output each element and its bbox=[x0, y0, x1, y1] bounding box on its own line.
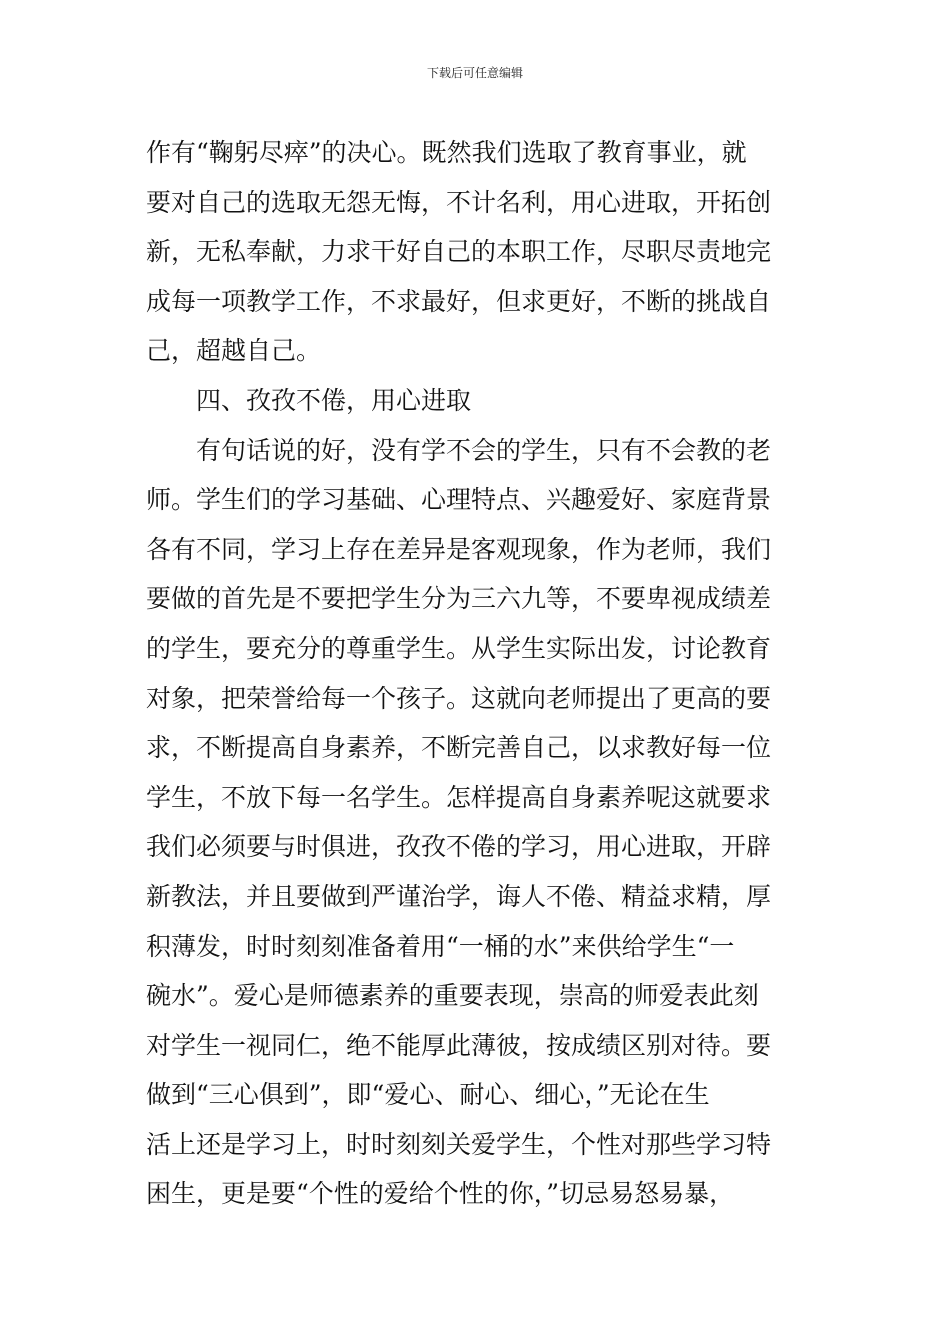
text-line: 作有“鞠躬尽瘁”的决心。既然我们选取了教育事业，就 bbox=[146, 138, 747, 167]
text-line: 困生，更是要“个性的爱给个性的你，”切忌易怒易暴， bbox=[146, 1179, 735, 1209]
text-line: 师。学生们的学习基础、心理特点、兴趣爱好、家庭背景 bbox=[146, 485, 772, 515]
text-line: 新教法，并且要做到严谨治学，诲人不倦、精益求精，厚 bbox=[146, 881, 772, 911]
text-line: 各有不同，学习上存在差异是客观现象，作为老师，我们 bbox=[146, 534, 772, 564]
text-line: 积薄发，时时刻刻准备着用“一桶的水”来供给学生“一 bbox=[146, 931, 735, 961]
section-heading: 四、孜孜不倦，用心进取 bbox=[196, 385, 472, 415]
text-line: 要做的首先是不要把学生分为三六九等，不要卑视成绩差 bbox=[146, 584, 772, 614]
text-line: 要对自己的选取无怨无悔，不计名利，用心进取，开拓创 bbox=[146, 187, 772, 217]
text-line: 对学生一视同仁，绝不能厚此薄彼，按成绩区别对待。要 bbox=[146, 1030, 772, 1060]
text-line: 活上还是学习上，时时刻刻关爱学生，个性对那些学习特 bbox=[146, 1129, 772, 1159]
text-line: 新，无私奉献，力求干好自己的本职工作，尽职尽责地完 bbox=[146, 237, 772, 267]
text-line: 求，不断提高自身素养，不断完善自己，以求教好每一位 bbox=[146, 733, 772, 763]
text-line: 成每一项教学工作，不求最好，但求更好，不断的挑战自 bbox=[146, 286, 772, 316]
text-line: 的学生，要充分的尊重学生。从学生实际出发，讨论教育 bbox=[146, 633, 772, 663]
text-line: 对象，把荣誉给每一个孩子。这就向老师提出了更高的要 bbox=[146, 683, 772, 713]
text-line: 碗水”。爱心是师德素养的重要表现，崇高的师爱表此刻 bbox=[146, 981, 759, 1011]
text-line: 己，超越自己。 bbox=[146, 336, 322, 366]
text-line: 做到“三心俱到”，即“爱心、耐心、细心，”无论在生 bbox=[146, 1080, 710, 1110]
paragraph-first-line: 有句话说的好，没有学不会的学生，只有不会教的老 bbox=[196, 435, 772, 465]
text-line: 我们必须要与时俱进，孜孜不倦的学习，用心进取，开辟 bbox=[146, 832, 772, 862]
page-header: 下载后可任意编辑 bbox=[426, 66, 523, 80]
document-body bbox=[146, 128, 810, 1219]
text-line: 学生，不放下每一名学生。怎样提高自身素养呢这就要求 bbox=[146, 782, 772, 812]
